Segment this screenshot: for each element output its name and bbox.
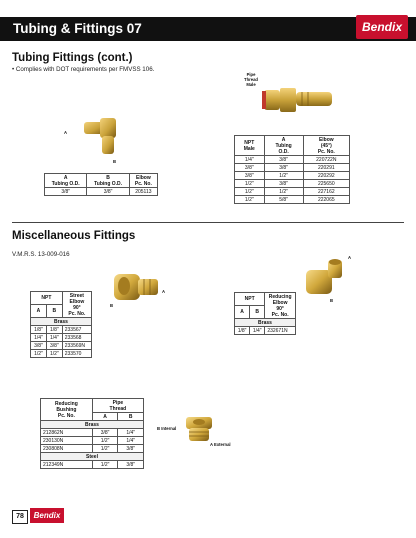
reducing-elbow-table [234,292,296,335]
table-row [235,196,350,204]
col-header-b: B [250,306,265,319]
cell: 5/8" [264,196,303,204]
street-elbow-a-label: A [162,289,166,294]
col-header-b: B [118,413,144,421]
cell: 3/8" [87,188,129,196]
elbow-table [44,173,158,196]
cell: 1/2" [264,188,303,196]
cell: 3/8" [118,461,144,469]
table-row [41,461,144,469]
cell: 1/2" [92,461,118,469]
cell: 3/8" [118,445,144,453]
pipe-thread-male-label: Pipe Thread Male [244,72,258,87]
elbow-45-table [234,135,350,204]
col-header-a-tubing-od: A Tubing O.D. [264,136,303,156]
page-section-title: Tubing & Fittings 07 [13,21,142,36]
cell: 220722N [303,156,349,164]
table-row [235,180,350,188]
table-row [45,188,158,196]
cell: 3/8" [31,342,47,350]
footer-bendix-logo: Bendix [30,508,64,523]
table-row [31,342,92,350]
cell: 1/2" [92,437,118,445]
table-row [31,334,92,342]
cell: 1/2" [235,188,265,196]
street-elbow-image [112,270,162,304]
page-number: 78 [12,510,28,524]
col-header-reducing-bushing-pc-no: Reducing Bushing Pc. No. [41,399,93,421]
cell: 1/4" [46,334,62,342]
cell: 233567 [62,326,91,334]
cell: 212862N [41,429,93,437]
group-brass: Brass [41,421,144,429]
cell: 1/4" [250,327,265,335]
col-header-pipe-thread: Pipe Thread [92,399,143,413]
table-row [41,437,144,445]
col-header-a: A [235,306,250,319]
cell: 205113 [129,188,157,196]
cell: 1/2" [46,350,62,358]
cell: 230130N [41,437,93,445]
table-row [235,172,350,180]
cell: 1/4" [118,429,144,437]
cell: 1/2" [31,350,47,358]
cell: 233569N [62,342,91,350]
elbow-b-label: B [113,159,117,164]
cell: 3/8" [92,429,118,437]
dot-compliance-note: • Complies with DOT requirements per FMVSS 106. [12,66,155,73]
reducing-elbow-image [300,256,348,298]
cell: 3/8" [264,156,303,164]
col-header-npt: NPT [31,292,63,305]
cell: 3/8" [235,164,265,172]
cell: 3/8" [264,180,303,188]
cell: 233568 [62,334,91,342]
header-bar [0,17,416,41]
table-row [235,188,350,196]
cell: 220292 [303,172,349,180]
table-row [41,445,144,453]
col-header-b: B [46,305,62,318]
col-header-npt: NPT [235,293,265,306]
section-title-misc-fittings: Miscellaneous Fittings [12,230,136,242]
cell: 3/8" [264,164,303,172]
col-header-elbow-pc-no: Elbow Pc. No. [129,174,157,188]
a-external-label: A External [210,442,231,447]
bendix-logo: Bendix [356,15,408,39]
street-elbow-table [30,291,92,358]
col-header-b-tubing-od: B Tubing O.D. [87,174,129,188]
section-divider [12,222,404,223]
col-header-elbow45-pc-no: Elbow (45°) Pc. No. [303,136,349,156]
reducing-bushing-image [182,414,216,444]
b-internal-label: B Internal [157,426,177,431]
table-row [235,156,350,164]
section-title-tubing-fittings: Tubing Fittings (cont.) [12,52,133,64]
col-header-a: A [31,305,47,318]
table-row [235,164,350,172]
cell: 220291 [303,164,349,172]
col-header-npt-male: NPT Male [235,136,265,156]
table-row [41,429,144,437]
elbow-a-label: A [64,130,68,135]
vmrs-code: V.M.R.S. 13-009-016 [12,251,70,258]
cell: 230808N [41,445,93,453]
90-degree-elbow-image [82,114,128,158]
reducing-elbow-b-label: B [330,298,334,303]
cell: 1/4" [118,437,144,445]
cell: 1/2" [92,445,118,453]
cell: 3/8" [46,342,62,350]
cell: 1/2" [264,172,303,180]
reducing-elbow-a-label: A [348,255,352,260]
col-header-a-tubing-od: A Tubing O.D. [45,174,87,188]
cell: 232671N [265,327,296,335]
reducing-bushing-table [40,398,144,469]
col-header-reducing-elbow-pc-no: Reducing Elbow 90° Pc. No. [265,293,296,319]
col-header-street-elbow-pc-no: Street Elbow 90° Pc. No. [62,292,91,318]
cell: 1/8" [31,326,47,334]
street-elbow-b-label: B [110,303,114,308]
male-connector-fitting-image [258,82,338,116]
cell: 3/8" [235,172,265,180]
cell: 1/2" [235,196,265,204]
cell: 3/8" [45,188,87,196]
cell: 233570 [62,350,91,358]
cell: 1/8" [46,326,62,334]
cell: 222065 [303,196,349,204]
col-header-a: A [92,413,118,421]
cell: 1/4" [31,334,47,342]
group-brass: Brass [235,319,296,327]
table-row [235,327,296,335]
group-steel: Steel [41,453,144,461]
cell: 227162 [303,188,349,196]
table-row [31,326,92,334]
cell: 225650 [303,180,349,188]
cell: 1/8" [235,327,250,335]
cell: 1/2" [235,180,265,188]
cell: 1/4" [235,156,265,164]
cell: 212349N [41,461,93,469]
table-row [31,350,92,358]
group-brass: Brass [31,318,92,326]
